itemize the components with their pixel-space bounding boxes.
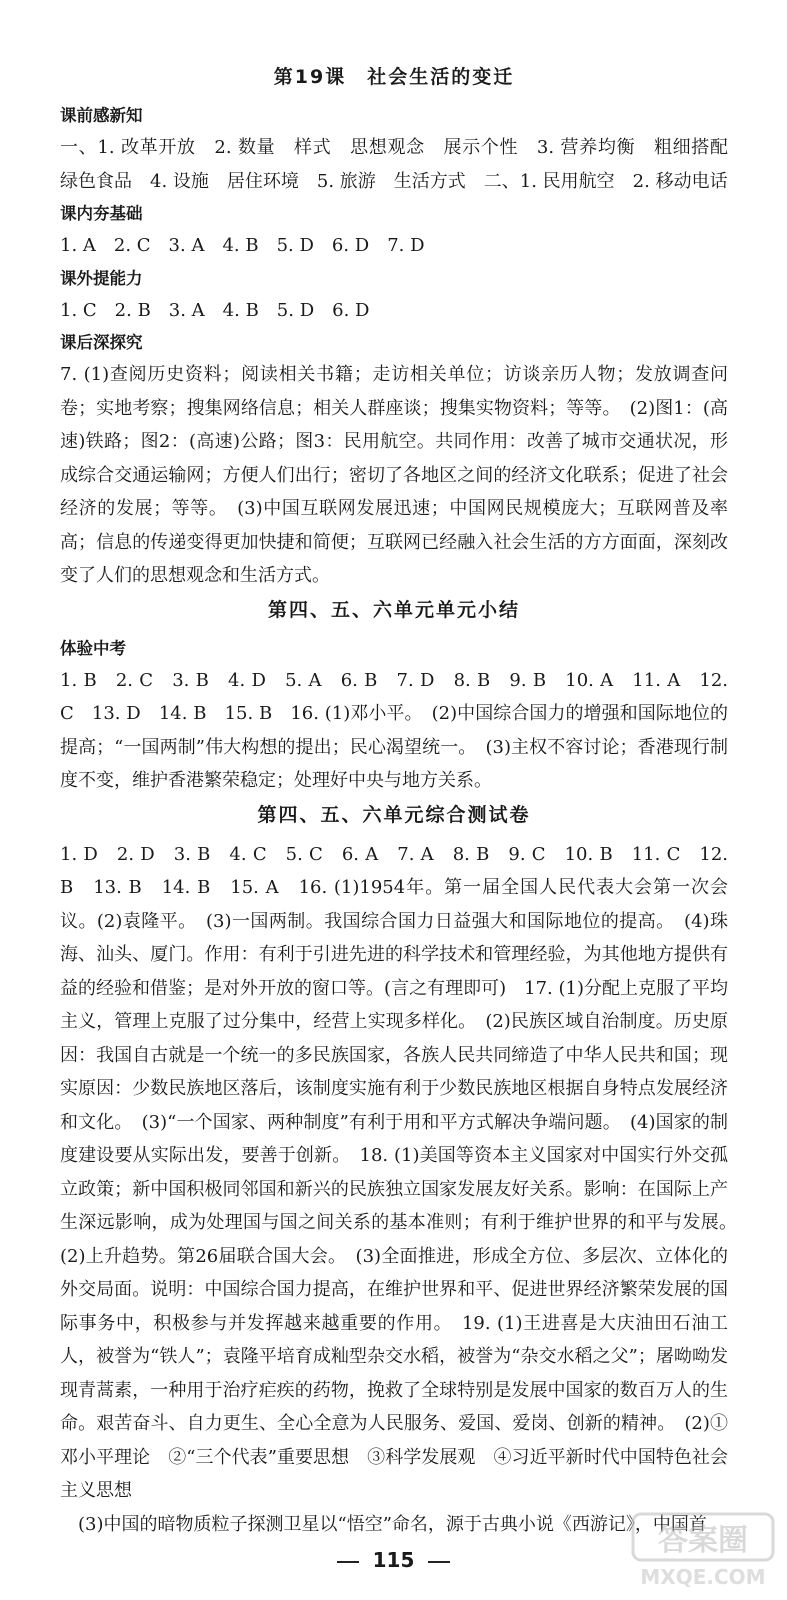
section-label: 课后深探究 [60,333,143,352]
footer-dash-left [337,1561,359,1563]
watermark-url: MXQE.COM [640,1565,766,1589]
answer-paragraph: 一、1. 改革开放 2. 数量 样式 思想观念 展示个性 3. 营养均衡 粗细搭配 绿色食品 4. 设施 居住环境 5. 旅游 生活方式 二、1. 民用航空 2. 移动电话 [60,137,746,192]
section-heading: 第四、五、六单元综合测试卷 [257,803,531,826]
answer-paragraph: (3)中国的暗物质粒子探测卫星以“悟空”命名，源于古典小说《西游记》，中国首 [60,1513,707,1535]
answer-paragraph: 1. B 2. C 3. B 4. D 5. A 6. B 7. D 8. B 9. B 10. A 11. A 12. C 13. D 14. B 15. B 16. (1)邓小平。 (2)中国综合国力的增强和国际地位的提高；“一国两制”伟大构想的提出；民心渴望统一。 (3)主权不容讨论；香港现行制度不变，维护香港繁荣稳定；处理好中央与地方关系。 [60,669,728,791]
section-label: 体验中考 [60,638,126,658]
watermark-icon [629,1508,779,1592]
answer-paragraph: 1. C 2. B 3. A 4. B 5. D 6. D [60,299,370,321]
footer-dash-right [428,1561,450,1563]
section-label: 课前感新知 [60,106,143,125]
section-heading: 第四、五、六单元单元小结 [267,598,520,621]
section-heading: 第19课 社会生活的变迁 [273,66,515,88]
page-number: 115 [372,1548,415,1572]
answer-paragraph: 1. A 2. C 3. A 4. B 5. D 6. D 7. D [60,235,425,256]
section-label: 课外提能力 [60,268,143,288]
answer-paragraph: 7. (1)查阅历史资料；阅读相关书籍；走访相关单位；访谈亲历人物；发放调查问卷；实地考察；搜集网络信息；相关人群座谈；搜集实物资料；等等。 (2)图1：(高速)铁路；图2：(高速)公路；图3：民用航空。共同作用：改善了城市交通状况，形成综合交通运输网；方便人们出行；密切了各地区之间的经济文化联系；促进了社会经济的发展；等等。 (3)中国互联网发展迅速；中国网民规模庞大；互联网普及率高；信息的传递变得更加快捷和简便；互联网已经融入社会生活的方方面面，深刻改变了人们的思想观念和生活方式。 [60,364,728,586]
section-label: 课内夯基础 [60,204,143,223]
watermark-text: 答案圈 [658,1523,748,1558]
watermark-logo [629,1508,779,1592]
answer-paragraph: 1. D 2. D 3. B 4. C 5. C 6. A 7. A 8. B 9. C 10. B 11. C 12. B 13. B 14. B 15. A 16. (1)1954年。第一届全国人民代表大会第一次会议。(2)袁隆平。 (3)一国两制。我国综合国力日益强大和国际地位的提高。 (4)珠海、汕头、厦门。作用：有利于引进先进的科学技术和管理经验，为其他地方提供有益的经验和借鉴；是对外开放的窗口等。(言之有理即可) 17. (1)分配上克服了平均主义，管理上克服了过分集中，经营上实现多样化。 (2)民族区域自治制度。历史原因：我国自古就是一个统一的多民族国家，各族人民共同缔造了中华人民共和国；现实原因：少数民族地区落后，该制度实施有利于少数民族地区根据自身特点发展经济和文化。 (3)“一个国家、两种制度”有利于用和平方式解决争端问题。 (4)国家的制度建设要从实际出发，要善于创新。 18. (1)美国等资本主义国家对中国实行外交孤立政策；新中国积极同邻国和新兴的民族独立国家发展友好关系。影响：在国际上产生深远影响，成为处理国与国之间关系的基本准则；有利于维护世界的和平与发展。 (2)上升趋势。第26届联合国大会。 (3)全面推进，形成全方位、多层次、立体化的外交局面。说明：中国综合国力提高，在维护世界和平、促进世界经济繁荣发展的国际事务中，积极参与并发挥越来越重要的作用。 19. (1)王进喜是大庆油田石油工人，被誉为“铁人”；袁隆平培育成籼型杂交水稻，被誉为“杂交水稻之父”；屠呦呦发现青蒿素，一种用于治疗疟疾的药物，挽救了全球特别是发展中国家的数百万人的生命。艰苦奋斗、自力更生、全心全意为人民服务、爱国、爱岗、创新的精神。 (2)①邓小平理论 ②“三个代表”重要思想 ③科学发展观 ④习近平新时代中国特色社会主义思想 [60,843,746,1501]
